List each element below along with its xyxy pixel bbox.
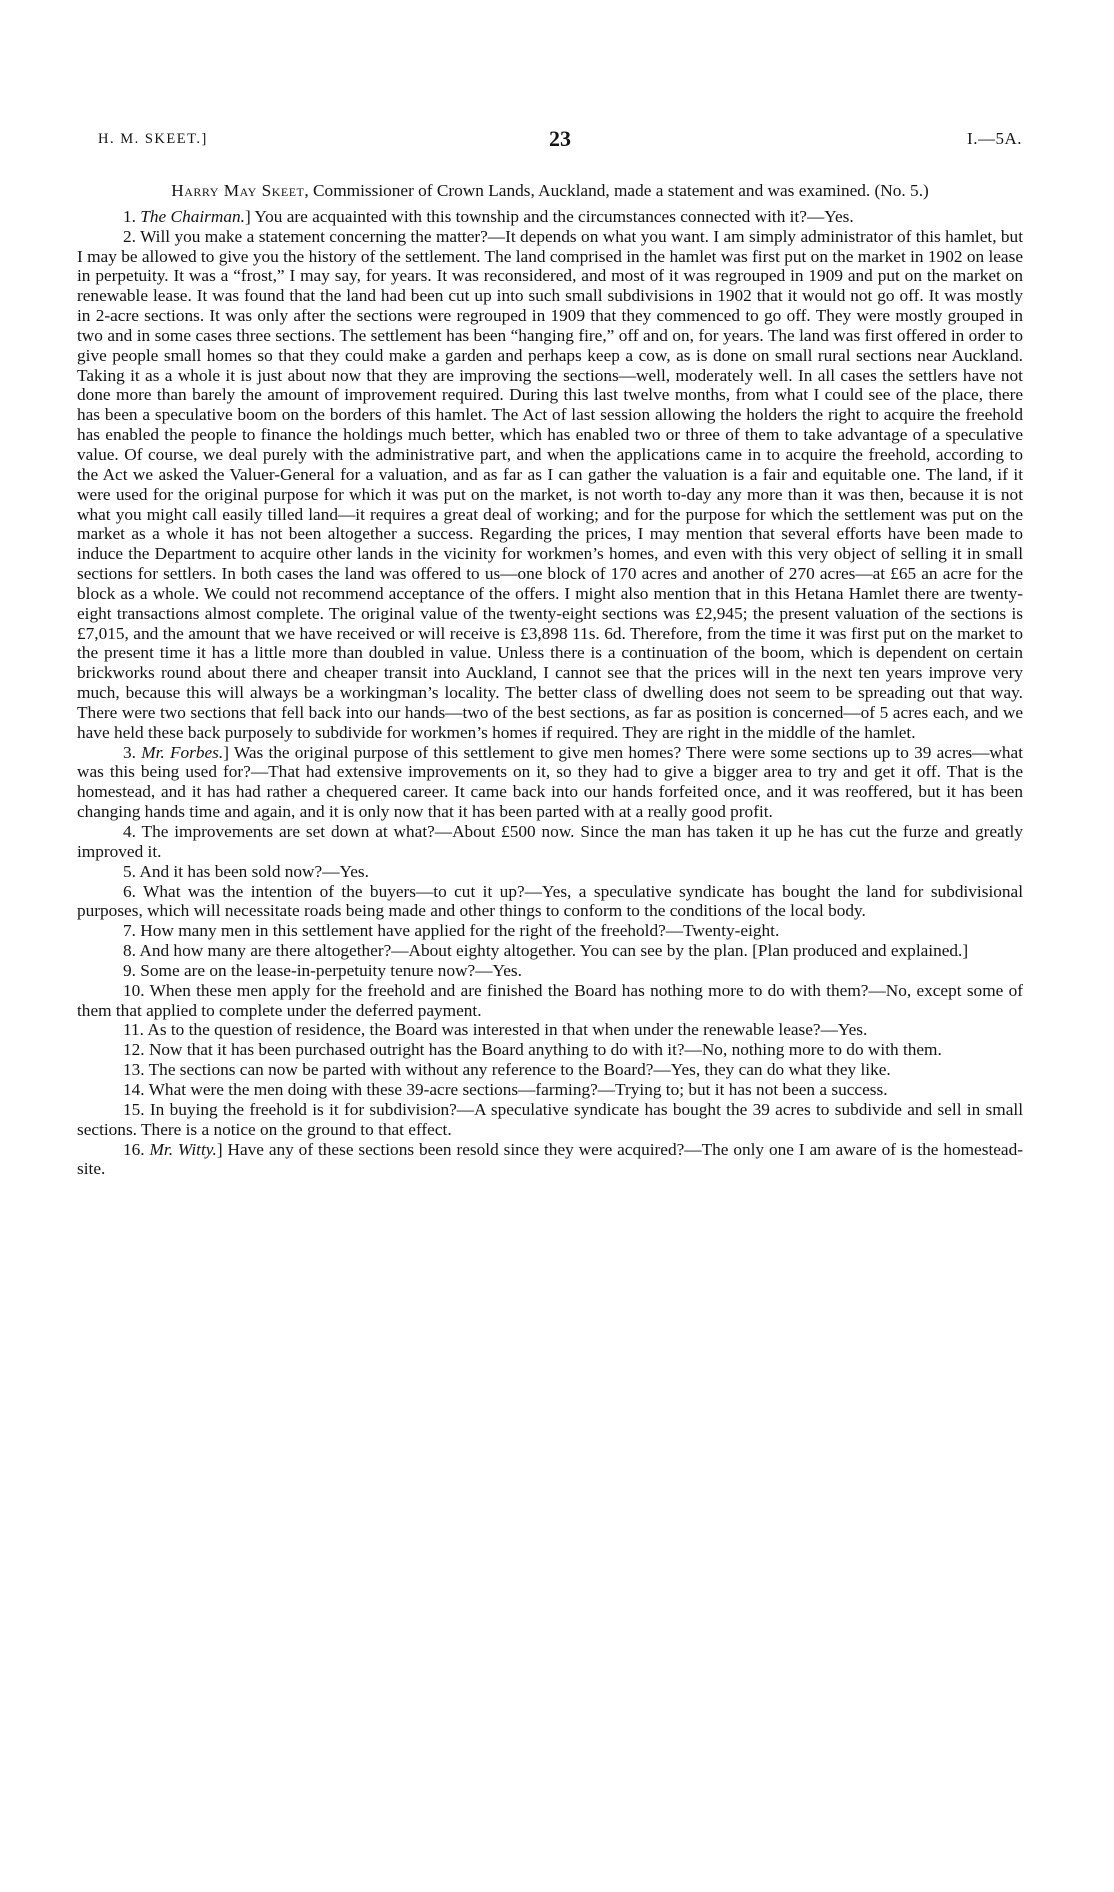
question-number: 16. [123, 1139, 145, 1159]
page-number: 23 [549, 126, 571, 151]
witness-name: Harry May Skeet [171, 181, 305, 200]
question-text: And how many are there altogether?—About eighty altogether. You can see by the plan. [Plan produced and explained.] [139, 941, 969, 961]
question-text: ] Was the original purpose of this settlement to give men homes? There were some sections up to 39 acres—what was this being used for?—That had extensive improvements on it, so they had to give a bigger area to try and get it off. That is the homestead, and it has had rather a chequered career. It came back into our hands forfeited once, and it was reoffered, but it has been changing hands time and again, and it is only now that it has been parted with at a really good profit. [77, 742, 1023, 822]
speaker-name: The Chairman. [140, 206, 245, 226]
question-number: 15. [123, 1099, 145, 1119]
question-paragraph [77, 882, 1023, 922]
question-number: 11. [123, 1020, 144, 1040]
question-paragraph [77, 1140, 1023, 1180]
question-paragraph [77, 1080, 1023, 1100]
question-paragraph [77, 1020, 1023, 1040]
question-paragraph [77, 207, 1023, 227]
document-reference: I.—5A. [967, 129, 1022, 148]
question-text: ] Have any of these sections been resold since they were acquired?—The only one I am aware of is the homestead-site. [77, 1139, 1023, 1179]
question-text: ] You are acquainted with this township and the circumstances connected with it?—Yes. [244, 206, 854, 226]
question-paragraph [77, 743, 1023, 822]
speaker-name: Mr. Witty. [149, 1139, 217, 1159]
question-number: 3. [123, 742, 136, 762]
question-text: When these men apply for the freehold and are finished the Board has nothing more to do with them?—No, except some of them that applied to complete under the deferred payment. [77, 980, 1023, 1020]
question-text: The improvements are set down at what?—About £500 now. Since the man has taken it up he has cut the furze and greatly improved it. [77, 822, 1023, 861]
question-text: What was the intention of the buyers—to cut it up?—Yes, a speculative syndicate has bought the land for subdivisional purposes, which will necessitate roads being made and other things to conform to the conditions of the local body. [77, 881, 1023, 921]
question-paragraph [77, 862, 1023, 882]
question-number: 10. [123, 980, 145, 1000]
question-paragraph [77, 941, 1023, 961]
question-number: 8. [123, 941, 136, 961]
question-paragraph [77, 981, 1023, 1021]
question-number: 2. [123, 226, 136, 246]
question-paragraph [77, 1060, 1023, 1080]
statement-title [77, 181, 1023, 201]
question-number: 5. [123, 861, 136, 881]
question-number: 9. [123, 960, 136, 980]
question-paragraph [77, 227, 1023, 743]
question-number: 4. [123, 822, 136, 841]
question-text: Some are on the lease-in-perpetuity tenure now?—Yes. [140, 960, 522, 980]
question-text: What were the men doing with these 39-acre sections—farming?—Trying to; but it has not been a success. [148, 1079, 888, 1099]
question-number: 12. [123, 1040, 145, 1060]
question-text: As to the question of residence, the Board was interested in that when under the renewable lease?—Yes. [147, 1020, 868, 1040]
question-number: 14. [123, 1079, 145, 1099]
question-text: The sections can now be parted with without any reference to the Board?—Yes, they can do what they like. [148, 1060, 891, 1080]
question-text: Will you make a statement concerning the matter?—It depends on what you want. I am simply administrator of this hamlet, but I may be allowed to give you the history of the settlement. The land comprised in the hamlet was first put on the market in 1902 on lease in perpetuity. It was a “frost,” I may say, for years. It was reconsidered, and most of it was regrouped in 1909 and put on the market on renewable lease. It was found that the land had been cut up into such small subdivisions in 1902 that it would not go off. It was mostly in 2-acre sections. It was only after the sections were regrouped in 1909 that they commenced to go off. They were mostly grouped in two and in some cases three sections. The settlement has been “hanging fire,” off and on, for years. The land was first offered in order to give people small homes so that they could make a garden and perhaps keep a cow, as is done on small rural sections near Auckland. Taking it as a whole it is just about now that they are improving the sections—well, moderately well. In all cases the settlers have not done more than barely the amount of improvement required. During this last twelve months, from what I could see of the place, there has been a speculative boom on the borders of this hamlet. The Act of last session allowing the holders the right to acquire the freehold has enabled the people to finance the holdings much better, which has enabled two or three of them to take advantage of a speculative value. Of course, we deal purely with the administrative part, and when the applications came in to acquire the freehold, according to the Act we asked the Valuer-General for a valuation, and as far as I can gather the valuation is a fair and equitable one. The land, if it were used for the original purpose for which it was put on the market, is not worth to-day any more than it was then, because it is not what you might call easily tilled land—it requires a great deal of working; and for the purpose for which the settlement was put on the market as a whole it has not been altogether a success. Regarding the prices, I may mention that several efforts have been made to induce the Department to acquire other lands in the vicinity for workmen’s homes, and even with this very object of selling it in small sections for settlers. In both cases the land was offered to us—one block of 170 acres and another of 270 acres—at £65 an acre for the block as a whole. We could not recommend acceptance of the offers. I might also mention that in this Hetana Hamlet there are twenty-eight transactions almost complete. The original value of the twenty-eight sections was £2,945; the present valuation of the sections is £7,015, and the amount that we have received or will receive is £3,898 11s. 6d. Therefore, from the time it was first put on the market to the present time it has a little more than doubled in value. Unless there is a continuation of the boom, which is dependent on certain brickworks round about there and cheaper transit into Auckland, I cannot see that the prices will in the next ten years improve very much, because this will always be a workingman’s locality. The better class of dwelling does not seem to be spreading out that way. There were two sections that fell back into our hands—two of the best sections, as far as position is concerned—of 5 acres each, and we have held these back purposely to subdivide for workmen’s homes if required. They are right in the middle of the hamlet. [77, 226, 1023, 742]
document-body [77, 181, 1023, 1179]
question-paragraph [77, 921, 1023, 941]
question-number: 7. [123, 921, 136, 941]
speaker-name: Mr. Forbes. [141, 742, 224, 762]
question-paragraph [77, 1100, 1023, 1140]
question-text: And it has been sold now?—Yes. [139, 861, 369, 881]
question-text: Now that it has been purchased outright has the Board anything to do with it?—No, nothing more to do with them. [148, 1040, 942, 1060]
page-header [98, 127, 1022, 157]
title-rest: , Commissioner of Crown Lands, Auckland, made a statement and was examined. (No. 5.) [304, 181, 929, 200]
question-paragraph [77, 1040, 1023, 1060]
question-text: In buying the freehold is it for subdivision?—A speculative syndicate has bought the 39 acres to subdivide and sell in small sections. There is a notice on the ground to that effect. [77, 1099, 1023, 1139]
question-paragraph [77, 961, 1023, 981]
question-number: 13. [123, 1060, 145, 1080]
header-witness-name: H. M. SKEET.] [98, 131, 208, 147]
question-paragraph [77, 822, 1023, 862]
paragraph-list [77, 207, 1023, 1179]
question-number: 1. [123, 206, 136, 226]
question-number: 6. [123, 881, 136, 901]
question-text: How many men in this settlement have applied for the right of the freehold?—Twenty-eight. [140, 921, 780, 941]
